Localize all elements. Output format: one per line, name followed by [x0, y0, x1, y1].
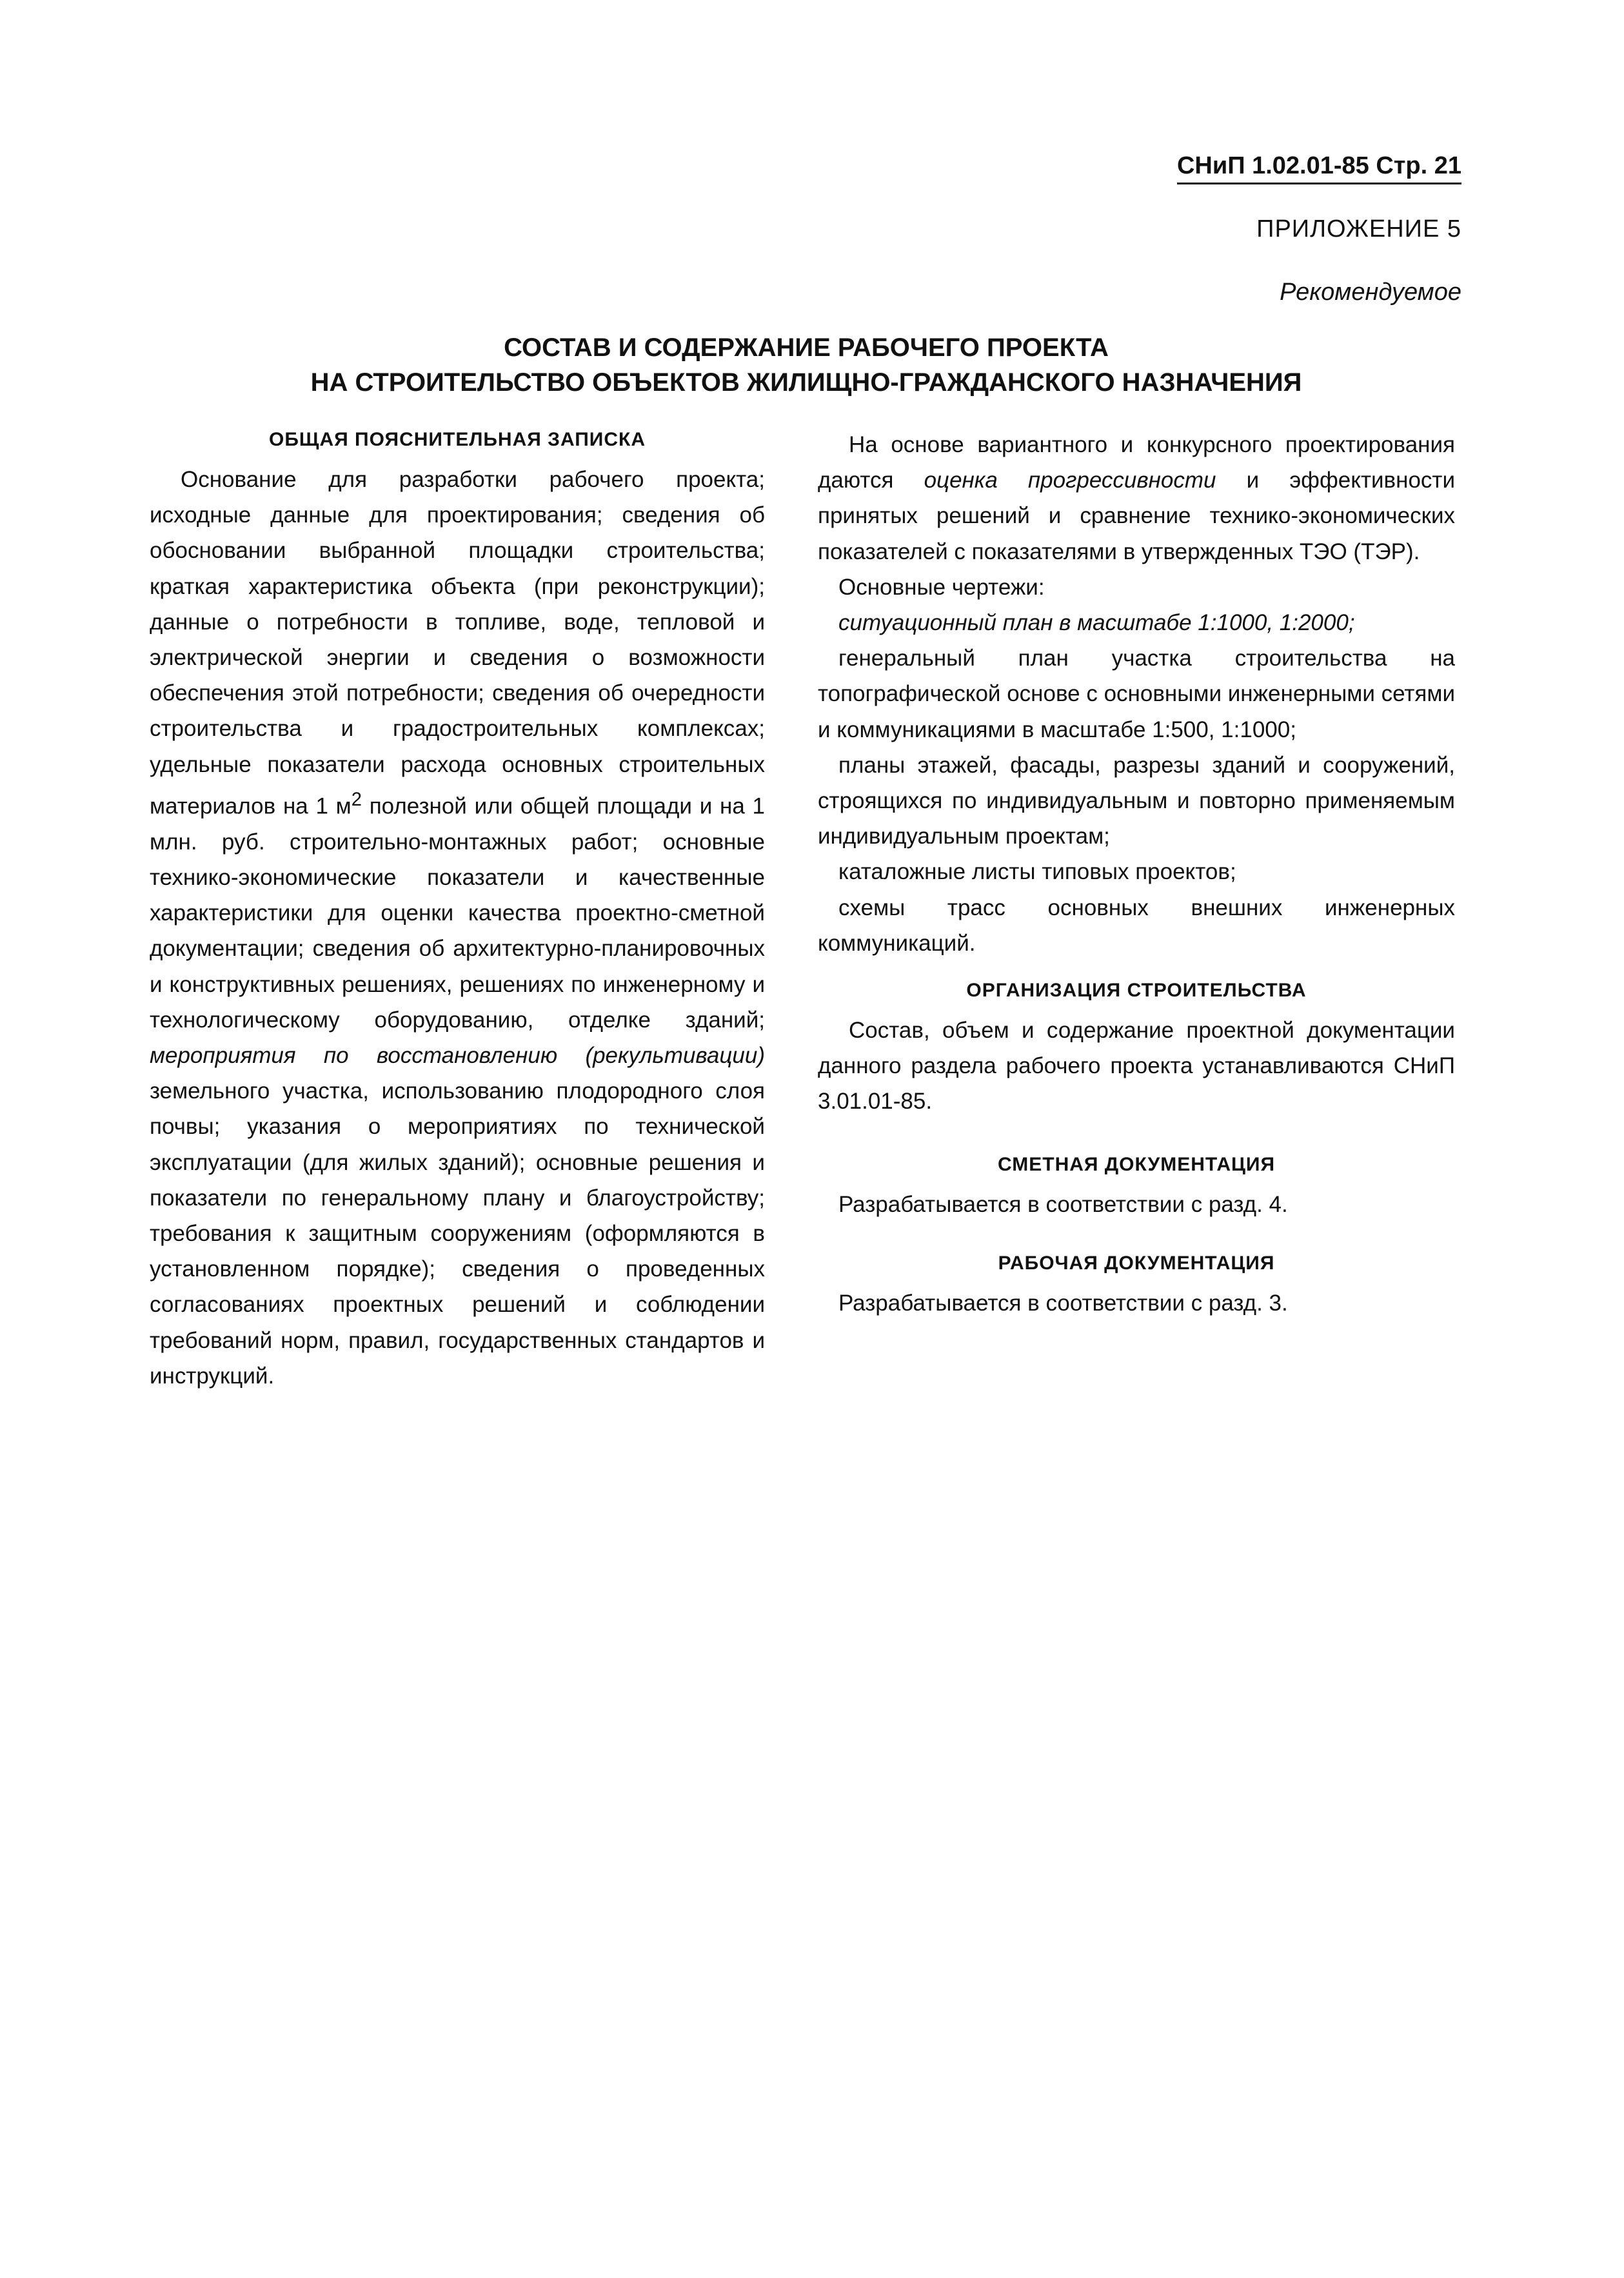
- note-text-part1: Основание для разработки рабочего проекта; исходные данные для проектирования; сведения об обосновании выбранной площадки строительства; краткая характеристика объекта (при реконструкции); данные о потребности в топливе, воде, тепловой и электрической энергии и сведения о возможности обеспечения этой потребности; сведения об очередности строительства и градостроительных комплексах; удельные показатели расхода основных строительных материалов на 1 м: [150, 467, 765, 819]
- section-heading-construction-organization: ОРГАНИЗАЦИЯ СТРОИТЕЛЬСТВА: [966, 980, 1307, 1002]
- estimate-documentation-text: Разрабатывается в соответствии с разд. 4.: [838, 1191, 1288, 1217]
- section-heading-working-documentation: РАБОЧАЯ ДОКУМЕНТАЦИЯ: [998, 1252, 1275, 1274]
- intro-paragraph: [818, 427, 1455, 570]
- title-line-1: СОСТАВ И СОДЕРЖАНИЕ РАБОЧЕГО ПРОЕКТА: [504, 333, 1109, 362]
- status-label: Рекомендуемое: [1280, 279, 1461, 306]
- title-line-2: НА СТРОИТЕЛЬСТВО ОБЪЕКТОВ ЖИЛИЩНО-ГРАЖДАНСКОГО НАЗНАЧЕНИЯ: [310, 368, 1302, 397]
- construction-organization-text: Состав, объем и содержание проектной документации данного раздела рабочего проекта устанавливаются СНиП 3.01.01-85.: [818, 1018, 1455, 1114]
- section-heading-explanatory-note: ОБЩАЯ ПОЯСНИТЕЛЬНАЯ ЗАПИСКА: [269, 429, 646, 450]
- appendix-label: ПРИЛОЖЕНИЕ 5: [1256, 215, 1461, 243]
- explanatory-note-paragraph: [150, 462, 765, 1394]
- section-heading-estimate-documentation: СМЕТНАЯ ДОКУМЕНТАЦИЯ: [997, 1153, 1276, 1175]
- working-documentation-text: Разрабатывается в соответствии с разд. 3.: [838, 1290, 1288, 1316]
- intro-text-a: На основе вариантного и конкурсного проектирования даются: [818, 432, 1455, 493]
- left-column: [150, 427, 765, 1394]
- note-text-part2: полезной или общей площади и на 1 млн. руб. строительно-монтажных работ; основные технико-экономические показатели и качественные характеристики для оценки качества проектно-сметной документации; сведения об архитектурно-планировочных и конструктивных решениях, решениях по инженерному и технологическому оборудованию, отделке зданий;: [150, 793, 765, 1033]
- superscript-2: 2: [351, 789, 362, 810]
- intro-text-b: и эффективности принятых решений и сравнение технико-экономических показателей с показателями в утвержденных ТЭО (ТЭР).: [818, 468, 1455, 564]
- document-title: [193, 330, 1419, 400]
- note-text-part3: земельного участка, использованию плодородного слоя почвы; указания о мероприятиях по технической эксплуатации (для жилых зданий); основные решения и показатели по генеральному плану и благоустройству; требования к защитным сооружениям (оформляются в установленном порядке); сведения о проведенных согласованиях проектных решений и соблюдении требований норм, правил, государственных стандартов и инструкций.: [150, 1078, 765, 1389]
- drawing-item-3: планы этажей, фасады, разрезы зданий и сооружений, строящихся по индивидуальным и повторно применяемым индивидуальным проектам;: [818, 752, 1455, 849]
- intro-text-italic: оценка прогрессивности: [924, 468, 1216, 493]
- running-head: СНиП 1.02.01-85 Стр. 21: [1177, 152, 1461, 184]
- drawing-item-4: каталожные листы типовых проектов;: [838, 859, 1236, 885]
- drawing-item-2: генеральный план участка строительства на топографической основе с основными инженерными сетями и коммуникациями в масштабе 1:500, 1:1000;: [818, 646, 1455, 742]
- note-text-italic: мероприятия по восстановлению (рекультивации): [150, 1042, 765, 1068]
- drawing-item-1: ситуационный план в масштабе 1:1000, 1:2000;: [838, 610, 1355, 636]
- right-column: [818, 427, 1455, 1321]
- drawing-item-5: схемы трасс основных внешних инженерных коммуникаций.: [818, 895, 1455, 956]
- drawings-label: Основные чертежи:: [838, 574, 1045, 600]
